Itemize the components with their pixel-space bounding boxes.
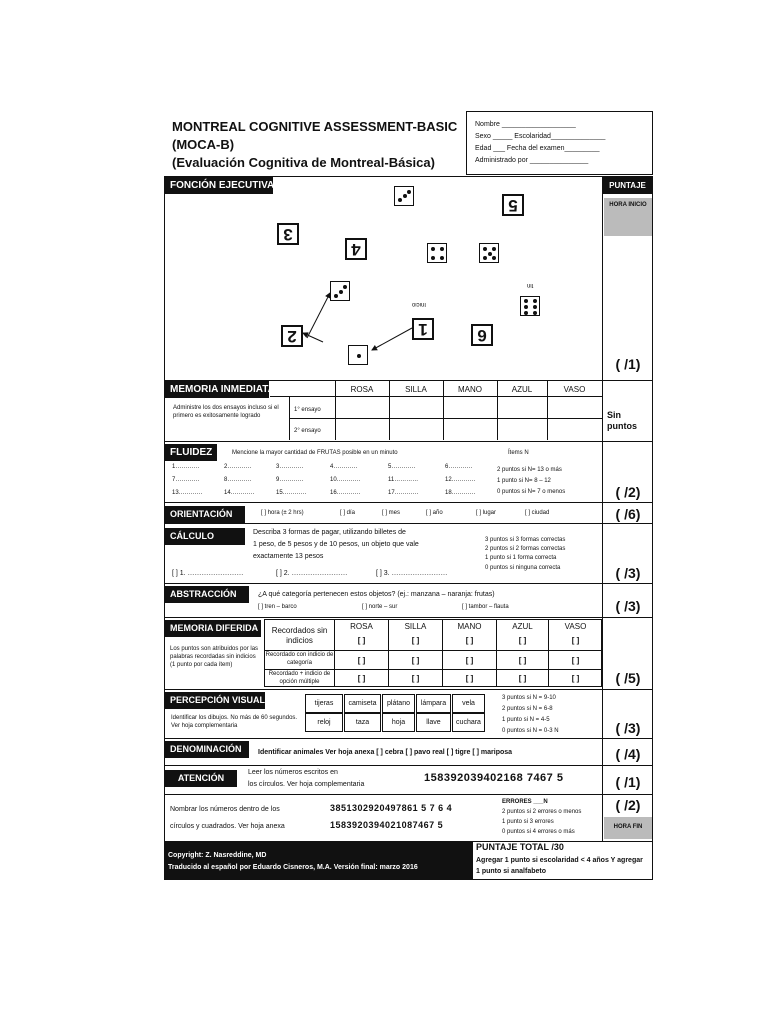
diferida-word-azul: AZUL [512, 622, 533, 631]
divider [164, 738, 653, 739]
trail-inicio-label: Inicio [412, 301, 427, 307]
percepcion-lampara: lámpara [416, 694, 451, 713]
fluidez-blank[interactable]: 8………… [224, 477, 252, 483]
footer-copyright-bar [164, 841, 473, 880]
diferida-checkbox[interactable]: [ ] [518, 636, 527, 645]
denominacion-text[interactable]: Identificar animales Ver hoja anexa [ ] cebra [ ] pavo real [ ] tigre [ ] mariposa [258, 749, 513, 756]
percepcion-llave: llave [416, 713, 451, 732]
title-line3: (Evaluación Cognitiva de Montreal-Básica) [172, 155, 435, 170]
memoria-instructions: Administre los dos ensayos incluso si el primero es exitosamente logrado [173, 405, 279, 419]
nombrar-rule-1: 1 punto si 3 errores [502, 819, 554, 825]
diferida-word-vaso: VASO [564, 622, 587, 631]
fluidez-blank[interactable]: 2………… [224, 464, 252, 470]
nombrar-sequence-1: 3851302920497861 5 7 6 4 [330, 803, 453, 813]
divider [164, 583, 653, 584]
abstraccion-question: ¿A qué categoría pertenecen estos objetos? (ej.: manzana – naranja: frutas) [258, 591, 495, 598]
calculo-rule-0: 0 puntos si ninguna correcta [485, 565, 561, 571]
score-nombrar: ( /2) [615, 797, 641, 813]
fluidez-rule-0: 0 puntos si N= 7 o menos [497, 489, 566, 495]
divider [164, 502, 653, 503]
percepcion-taza: taza [344, 713, 381, 732]
section-header-atencion: ATENCIÓN [165, 770, 237, 787]
title-line1: MONTREAL COGNITIVE ASSESSMENT-BASIC [172, 119, 458, 134]
trail-number-2: 2 [281, 325, 303, 347]
fluidez-blank[interactable]: 11………… [388, 477, 419, 483]
score-denominacion: ( /4) [615, 746, 641, 762]
fluidez-items-label: Ítems N [508, 450, 529, 456]
nombrar-errores: ERRORES ___N [502, 799, 548, 805]
nombrar-instr-1: Nombrar los números dentro de los [170, 806, 280, 813]
memoria-word-azul: AZUL [511, 385, 533, 394]
nombrar-rule-2: 2 puntos si 2 errores o menos [502, 809, 582, 815]
trail-number-4: 4 [345, 238, 367, 260]
diferida-checkbox[interactable]: [ ] [571, 636, 580, 645]
diferida-checkbox[interactable]: [ ] [571, 674, 580, 683]
diferida-row-categoria: Recordado con indicio de categoría [265, 652, 334, 666]
score-calculo: ( /3) [615, 565, 641, 581]
score-column-divider [602, 176, 603, 841]
divider [164, 617, 653, 618]
memoria-word-silla: SILLA [405, 385, 427, 394]
memoria-trial1: 1° ensayo [294, 407, 321, 413]
score-percepcion: ( /3) [615, 720, 641, 736]
nombrar-sequence-2: 1583920394021087467 5 [330, 820, 444, 830]
calculo-answer-2[interactable]: [ ] 2. …………………… [276, 570, 348, 577]
section-header-abstraccion: ABSTRACCIÓN [165, 586, 249, 603]
trail-number-1: 1 [412, 318, 434, 340]
divider [164, 689, 653, 690]
fluidez-blank[interactable]: 7………… [172, 477, 200, 483]
nombrar-rule-0: 0 puntos si 4 errores o más [502, 829, 575, 835]
percepcion-platano: plátano [382, 694, 415, 713]
percepcion-rule-0: 0 puntos si N = 0-3 N [502, 728, 559, 734]
calculo-rule-1: 1 punto si 1 forma correcta [485, 555, 557, 561]
trail-number-6: 6 [471, 324, 493, 346]
footer-agregar-1: Agregar 1 punto si escolaridad < 4 años Y agregar [476, 857, 643, 864]
fluidez-blank[interactable]: 6………… [445, 464, 473, 470]
diferida-checkbox[interactable]: [ ] [357, 656, 366, 665]
fluidez-instructions: Mencione la mayor cantidad de FRUTAS posible en un minuto [232, 450, 398, 456]
abstraccion-tren-barco[interactable]: [ ] tren – barco [258, 604, 297, 610]
diferida-checkbox[interactable]: [ ] [518, 674, 527, 683]
divider [164, 794, 653, 795]
diferida-checkbox[interactable]: [ ] [465, 636, 474, 645]
diferida-checkbox[interactable]: [ ] [411, 656, 420, 665]
diferida-note: Los puntos son atribuidos por las palabras recordadas sin indicios (1 punto por cada ítem) [170, 646, 259, 668]
percepcion-instructions: Identificar los dibujos. No más de 60 segundos. Ver hoja complementaria [171, 715, 298, 729]
title-line2: (MOCA-B) [172, 137, 235, 152]
section-header-ejecutiva: FONCIÓN EJECUTIVA [165, 177, 273, 194]
calculo-answer-1[interactable]: [ ] 1. …………………… [172, 570, 244, 577]
fluidez-rule-2: 2 puntos si N= 13 o más [497, 467, 562, 473]
diferida-word-rosa: ROSA [350, 622, 373, 631]
fluidez-blank[interactable]: 17………… [388, 490, 419, 496]
patient-sex-field[interactable]: Sexo _____ Escolaridad______________ [475, 133, 606, 140]
die-five-icon [479, 243, 499, 263]
diferida-checkbox[interactable]: [ ] [518, 656, 527, 665]
abstraccion-tambor-flauta[interactable]: [ ] tambor – flauta [462, 604, 509, 610]
diferida-word-silla: SILLA [404, 622, 427, 631]
score-abstraccion: ( /3) [615, 598, 641, 614]
trail-number-3: 3 [277, 223, 299, 245]
diferida-word-mano: MANO [457, 622, 482, 631]
puntaje-header: PUNTAJE [603, 177, 652, 194]
calculo-rule-3: 3 puntos si 3 formas correctas [485, 537, 566, 543]
calculo-answer-3[interactable]: [ ] 3. …………………… [376, 570, 448, 577]
percepcion-vela: vela [452, 694, 485, 713]
patient-name-field[interactable]: Nombre ___________________ [475, 121, 576, 128]
fluidez-blank[interactable]: 15………… [276, 490, 307, 496]
orient-anio[interactable]: [ ] año [426, 510, 443, 516]
percepcion-rule-1: 1 punto si N = 4-5 [502, 717, 550, 723]
calculo-instr-2: 1 peso, de 5 pesos y de 10 pesos, un objeto que vale [253, 541, 419, 548]
die-two-icon [394, 186, 414, 206]
divider [164, 441, 653, 442]
memoria-word-vaso: VASO [563, 385, 586, 394]
percepcion-hoja: hoja [382, 713, 415, 732]
fluidez-blank[interactable]: 4………… [330, 464, 358, 470]
section-header-orientacion: ORIENTACIÓN [165, 506, 245, 523]
fluidez-rule-1: 1 punto si N= 8 – 12 [497, 478, 551, 484]
memoria-trial2: 2° ensayo [294, 428, 321, 434]
patient-admin-field[interactable]: Administrado por _______________ [475, 157, 589, 164]
score-diferida: ( /5) [615, 670, 641, 686]
hora-inicio-box[interactable]: HORA INICIO [604, 198, 652, 236]
section-header-diferida: MEMORIA DIFERIDA [165, 620, 261, 637]
die-four-icon [427, 243, 447, 263]
diferida-checkbox[interactable]: [ ] [571, 656, 580, 665]
die-one-icon [348, 345, 368, 365]
section-header-denominacion: DENOMINACIÓN [165, 741, 249, 758]
atencion-instr-2: los círculos. Ver hoja complementaria [248, 781, 365, 788]
calculo-instr-3: exactamente 13 pesos [253, 553, 324, 560]
diferida-row-sin-indicios: Recordados sin indicios [271, 626, 328, 645]
diferida-checkbox[interactable]: [ ] [465, 674, 474, 683]
diferida-row-multiple: Recordado + indicio de opción múltiple [268, 671, 331, 685]
footer-translation: Traducido al español por Eduardo Cisneros, M.A. Versión final: marzo 2016 [168, 864, 418, 871]
percepcion-rule-3: 3 puntos si N = 9-10 [502, 695, 556, 701]
section-header-percepcion: PERCEPCIÓN VISUAL [165, 692, 265, 709]
percepcion-camiseta: camiseta [344, 694, 381, 713]
fluidez-blank[interactable]: 18………… [445, 490, 476, 496]
trail-fin-label: fin [527, 282, 534, 288]
trail-arrows [165, 195, 602, 380]
fluidez-blank[interactable]: 3………… [276, 464, 304, 470]
calculo-rule-2: 2 puntos si 2 formas correctas [485, 546, 566, 552]
percepcion-tijeras: tijeras [305, 694, 343, 713]
footer-agregar-2: 1 punto si analfabeto [476, 868, 547, 875]
calculo-instr-1: Describa 3 formas de pagar, utilizando billetes de [253, 529, 406, 536]
divider [164, 765, 653, 766]
atencion-instr-1: Leer los números escritos en [248, 769, 338, 776]
orient-dia[interactable]: [ ] día [340, 510, 356, 516]
divider [164, 523, 653, 524]
die-three-icon [330, 281, 350, 301]
patient-age-field[interactable]: Edad ___ Fecha del examen_________ [475, 145, 600, 152]
divider [289, 418, 602, 419]
diferida-checkbox[interactable]: [ ] [357, 636, 366, 645]
fluidez-blank[interactable]: 13………… [172, 490, 203, 496]
diferida-checkbox[interactable]: [ ] [465, 656, 474, 665]
score-atencion: ( /1) [615, 774, 641, 790]
fluidez-blank[interactable]: 16………… [330, 490, 361, 496]
orient-hora[interactable]: [ ] hora (± 2 hrs) [261, 510, 304, 516]
fluidez-blank[interactable]: 5………… [388, 464, 416, 470]
orient-ciudad[interactable]: [ ] ciudad [525, 510, 550, 516]
orient-mes[interactable]: [ ] mes [382, 510, 401, 516]
fluidez-blank[interactable]: 14………… [224, 490, 255, 496]
diferida-checkbox[interactable]: [ ] [411, 636, 420, 645]
score-fluidez: ( /2) [615, 484, 641, 500]
percepcion-rule-2: 2 puntos si N = 6-8 [502, 706, 553, 712]
fluidez-blank[interactable]: 12………… [445, 477, 476, 483]
hora-fin-box[interactable]: HORA FIN [604, 817, 652, 839]
section-header-memoria: MEMORIA INMEDIATA [165, 381, 269, 398]
score-ejecutiva: ( /1) [615, 356, 641, 372]
section-header-calculo: CÁLCULO [165, 528, 245, 545]
section-header-fluidez: FLUIDEZ [165, 444, 217, 461]
puntaje-total: PUNTAJE TOTAL /30 [476, 842, 564, 852]
percepcion-reloj: reloj [305, 713, 343, 732]
diferida-checkbox[interactable]: [ ] [357, 674, 366, 683]
orient-lugar[interactable]: [ ] lugar [476, 510, 497, 516]
atencion-sequence: 158392039402168 7467 5 [424, 772, 564, 784]
die-six-icon [520, 296, 540, 316]
nombrar-instr-2: círculos y cuadrados. Ver hoja anexa [170, 823, 285, 830]
score-memoria: Sin puntos [607, 410, 637, 431]
memoria-word-mano: MANO [458, 385, 482, 394]
footer-copyright: Copyright: Z. Nasreddine, MD [168, 852, 267, 859]
fluidez-blank[interactable]: 9………… [276, 477, 304, 483]
trail-number-5: 5 [502, 194, 524, 216]
memoria-word-rosa: ROSA [350, 385, 374, 394]
percepcion-cuchara: cuchara [452, 713, 485, 732]
diferida-checkbox[interactable]: [ ] [411, 674, 420, 683]
abstraccion-norte-sur[interactable]: [ ] norte – sur [362, 604, 398, 610]
divider [270, 396, 602, 397]
score-orientacion: ( /6) [615, 506, 641, 522]
fluidez-blank[interactable]: 1………… [172, 464, 200, 470]
fluidez-blank[interactable]: 10………… [330, 477, 361, 483]
